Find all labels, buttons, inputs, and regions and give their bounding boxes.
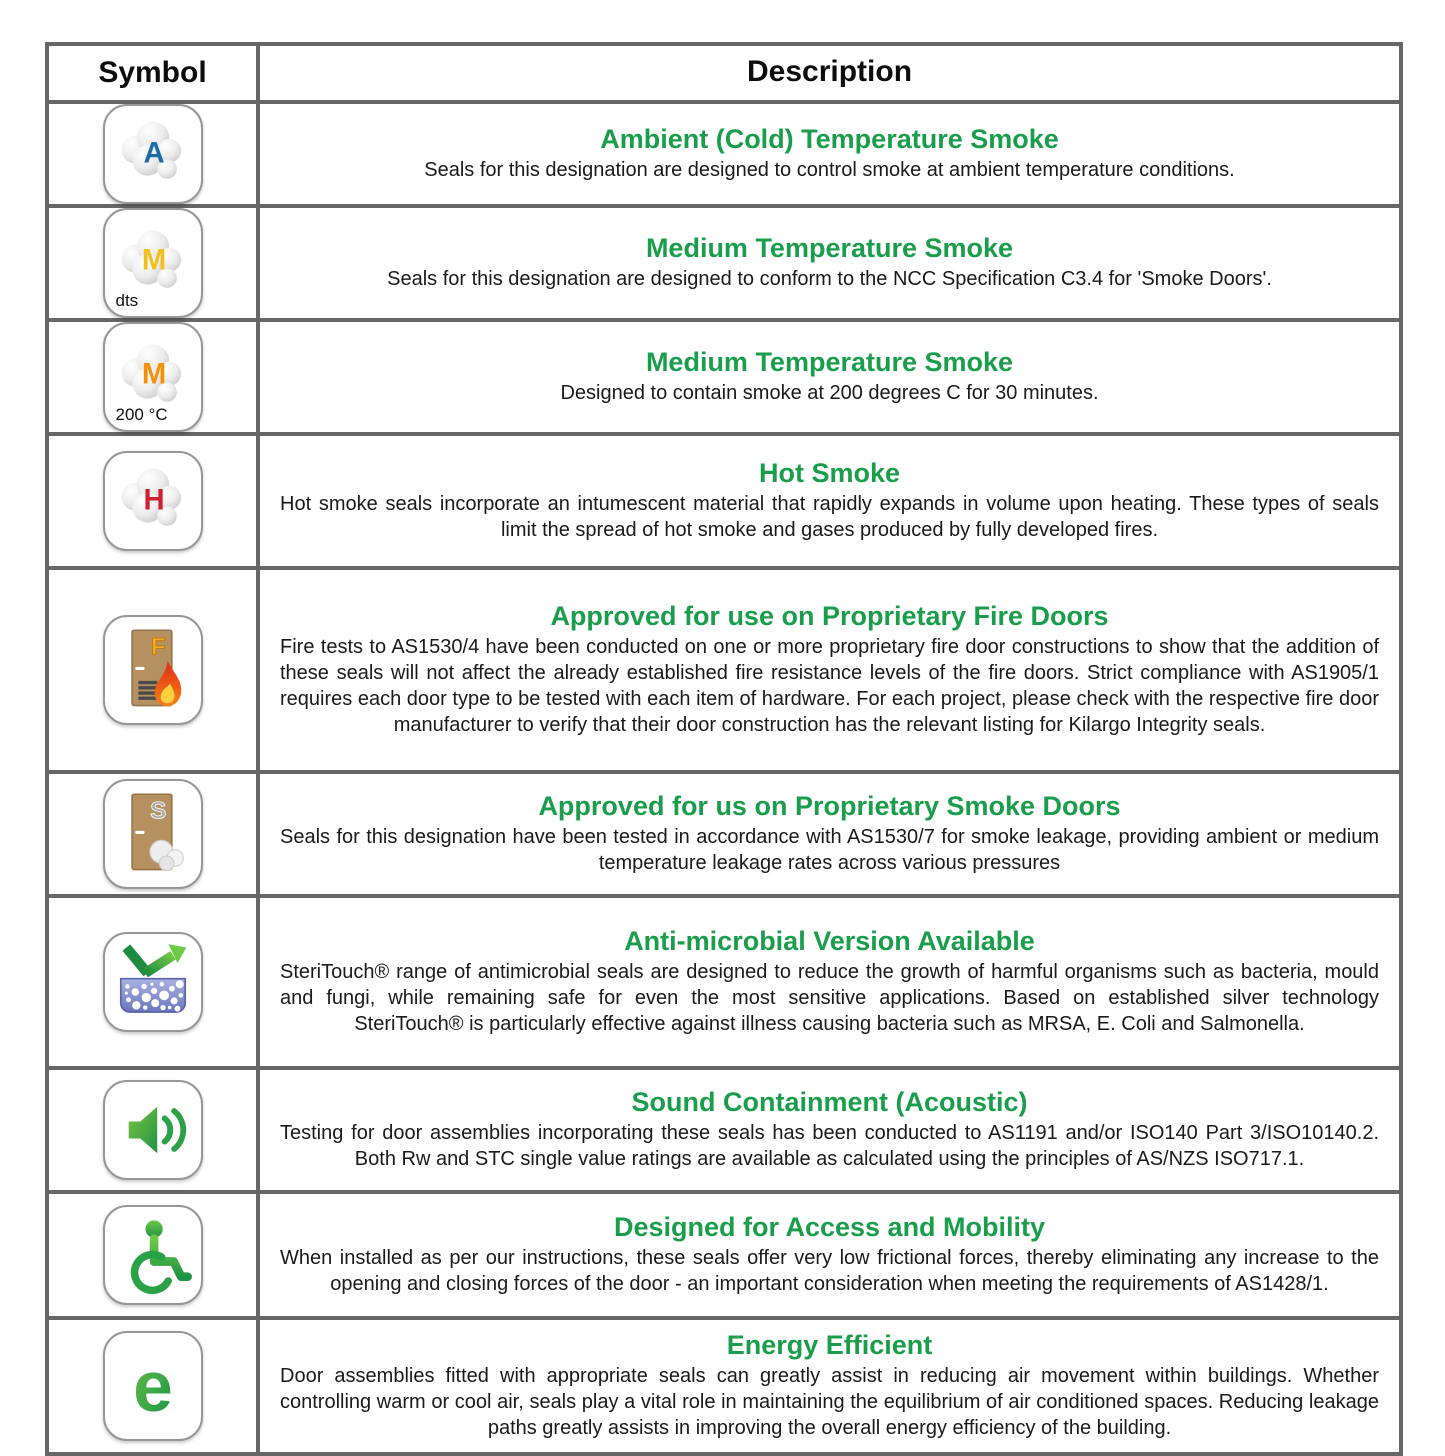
symbol-cell (49, 1194, 260, 1316)
row-title: Designed for Access and Mobility (613, 1211, 1046, 1242)
wheelchair-icon (114, 1216, 192, 1294)
row-body: Seals for this designation are designed to conform to the NCC Specification C3.4 for 'Smoke Doors'. (387, 268, 1272, 291)
letter-e-icon (115, 1344, 191, 1428)
icon-sublabel: 200 °C (115, 405, 168, 424)
table-row (49, 204, 1399, 318)
row-body: Door assemblies fitted with appropriate seals can greatly assist in reducing air movement within buildings. Whether controlling warm or cool air, seals play a vital role in maintaining the equilibrium of air conditioned spaces. Reducing leakage paths greatly assists in improving the overall energy efficiency of the building. (280, 1365, 1379, 1440)
fire-door-icon (103, 615, 203, 725)
table-row (49, 770, 1399, 894)
table-header-row (49, 46, 1399, 100)
door-flame-icon (115, 625, 191, 715)
table-row (49, 1190, 1399, 1316)
row-body: SteriTouch® range of antimicrobial seals are designed to reduce the growth of harmful organisms such as bacteria, mould and fungi, while remaining safe for even the most sensitive applications. Based on established silver technology SteriTouch® is particularly effective against illness causing bacteria such as MRSA, E. Coli and Salmonella. (280, 961, 1379, 1036)
description-header-cell (260, 46, 1399, 100)
symbol-header-label: Symbol (98, 56, 207, 89)
description-header-label: Description (746, 55, 913, 88)
row-body: Seals for this designation have been tested in accordance with AS1530/7 for smoke leakage, providing ambient or medium temperature leakage rates across various pressures (280, 826, 1379, 875)
row-body: Testing for door assemblies incorporating these seals has been conducted to AS1191 and/or ISO140 Part 3/ISO10140.2. Both Rw and STC single value ratings are available as calculated using the principles of AS/NZS ISO717.1. (280, 1122, 1379, 1171)
icon-letter: A (143, 137, 165, 170)
description-cell (260, 104, 1399, 204)
table-row (49, 100, 1399, 204)
row-title: Hot Smoke (758, 457, 901, 488)
row-title: Medium Temperature Smoke (645, 232, 1014, 263)
symbol-cell (49, 104, 260, 204)
row-title: Approved for us on Proprietary Smoke Doors (538, 790, 1121, 821)
row-title: Sound Containment (Acoustic) (631, 1086, 1028, 1117)
row-title: Medium Temperature Smoke (645, 346, 1014, 377)
speaker-icon (115, 1092, 191, 1168)
icon-letter: H (143, 484, 165, 517)
symbol-cell (49, 1070, 260, 1190)
description-cell (260, 898, 1399, 1066)
row-body: Hot smoke seals incorporate an intumescent material that rapidly expands in volume upon heating. These types of seals limit the spread of hot smoke and gases produced by fully developed fires. (280, 493, 1379, 542)
symbol-cell (49, 1320, 260, 1452)
row-title: Anti-microbial Version Available (624, 925, 1035, 956)
table-row (49, 318, 1399, 432)
symbol-cell (49, 898, 260, 1066)
door-smoke-icon (115, 789, 191, 879)
table-row (49, 1316, 1399, 1452)
description-cell (260, 322, 1399, 432)
description-cell (260, 1070, 1399, 1190)
description-cell (260, 208, 1399, 318)
hot-smoke-cloud-icon (103, 451, 203, 551)
energy-efficient-icon (103, 1331, 203, 1441)
symbol-cell (49, 436, 260, 566)
anti-microbial-icon (103, 932, 203, 1032)
bounce-arrow (126, 944, 186, 973)
row-title: Ambient (Cold) Temperature Smoke (600, 123, 1059, 154)
medium-smoke-200c-cloud-icon (103, 322, 203, 432)
row-body: Fire tests to AS1530/4 have been conducted on one or more proprietary fire door constructions to show that the addition of these seals will not affect the already established fire resistance levels of the fire doors. Strict compliance with AS1905/1 requires each door type to be tested with each item of hardware. For each project, please check with the respective fire door manufacturer to verify that their door construction has the relevant listing for Kilargo Integrity seals. (280, 636, 1379, 737)
row-title: Approved for use on Proprietary Fire Doors (550, 600, 1109, 631)
cloud-a-icon (114, 115, 192, 193)
icon-letter: S (149, 797, 166, 825)
symbol-description-table (45, 42, 1403, 1456)
symbol-cell (49, 774, 260, 894)
icon-sublabel: dts (115, 291, 139, 310)
symbol-cell (49, 208, 260, 318)
ambient-smoke-cloud-icon (103, 104, 203, 204)
table-row (49, 432, 1399, 566)
table-row (49, 1066, 1399, 1190)
symbol-cell (49, 570, 260, 770)
table-row (49, 566, 1399, 770)
icon-letter: M (141, 358, 166, 391)
symbol-header-cell (49, 46, 260, 100)
bounce-arrow-surface-icon (113, 942, 193, 1022)
table-row (49, 894, 1399, 1066)
icon-letter: M (141, 244, 166, 277)
description-cell (260, 774, 1399, 894)
description-cell (260, 1194, 1399, 1316)
smoke-door-icon (103, 779, 203, 889)
description-cell (260, 1320, 1399, 1452)
icon-letter: F (150, 633, 166, 661)
acoustic-icon (103, 1080, 203, 1180)
row-body: When installed as per our instructions, these seals offer very low frictional forces, thereby eliminating any increase to the opening and closing forces of the door - an important consideration when meeting the requirements of AS1428/1. (280, 1247, 1379, 1296)
description-cell (260, 436, 1399, 566)
symbol-cell (49, 322, 260, 432)
description-cell (260, 570, 1399, 770)
medium-smoke-dts-cloud-icon (103, 208, 203, 318)
row-title: Energy Efficient (726, 1329, 933, 1360)
row-body: Seals for this designation are designed to control smoke at ambient temperature conditions. (424, 159, 1235, 182)
icon-letter: e (132, 1347, 173, 1428)
accessibility-icon (103, 1205, 203, 1305)
cloud-h-icon (114, 462, 192, 540)
row-body: Designed to contain smoke at 200 degrees C for 30 minutes. (560, 382, 1099, 405)
